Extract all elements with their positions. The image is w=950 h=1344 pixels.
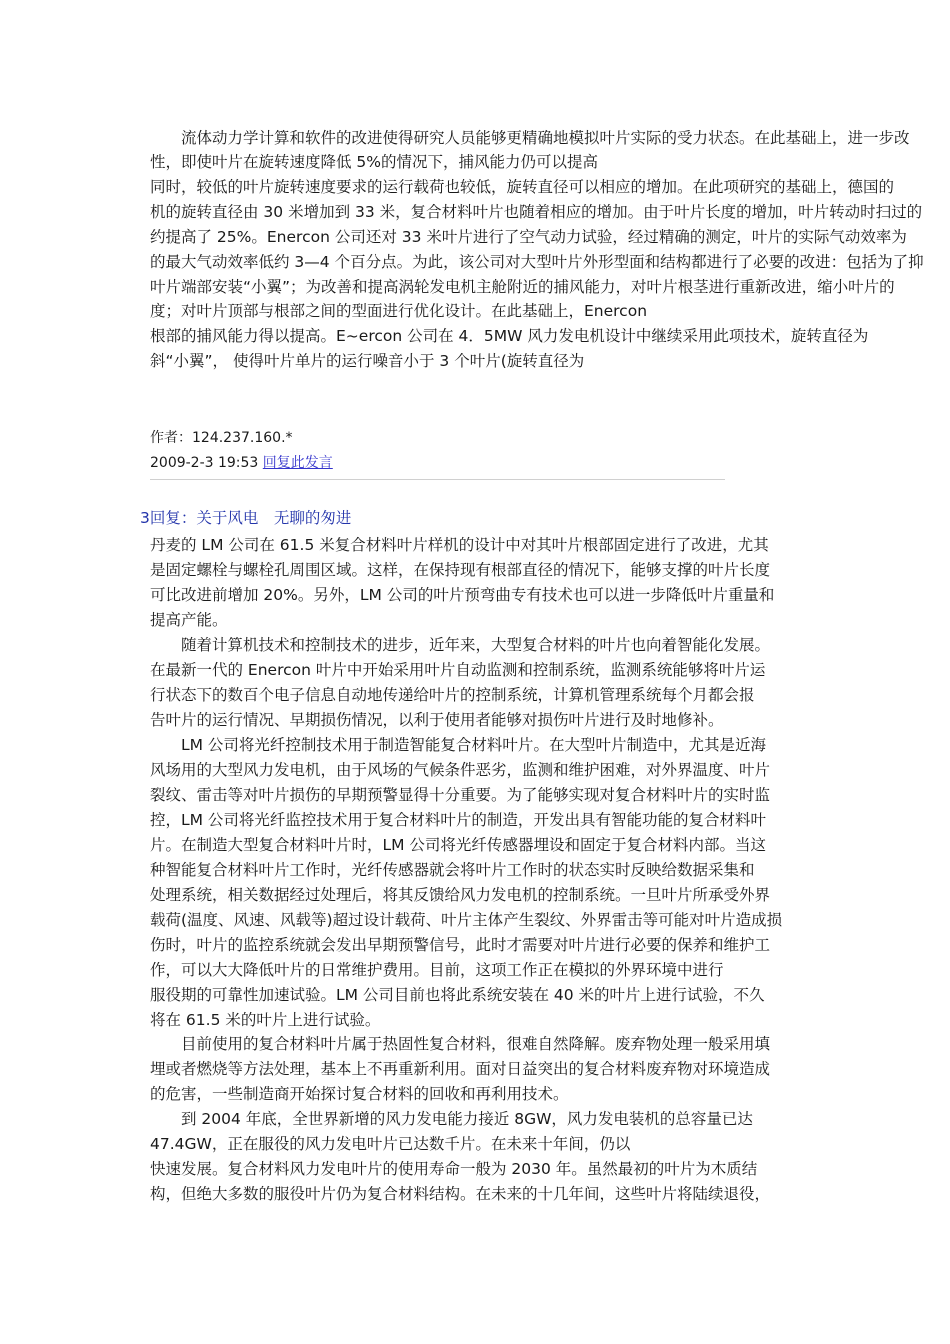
post-2-line: 行状态下的数百个电子信息自动地传递给叶片的控制系统，计算机管理系统每个月都会报 <box>150 686 755 704</box>
post-2-line: 裂纹、雷击等对叶片损伤的早期预警显得十分重要。为了能够实现对复合材料叶片的实时监 <box>150 786 771 804</box>
post-2-line: 伤时，叶片的监控系统就会发出早期预警信号，此时才需要对叶片进行必要的保养和维护工 <box>150 936 771 954</box>
reply-link[interactable]: 回复此发言 <box>262 455 333 471</box>
post-2-line: 构，但绝大多数的服役叶片仍为复合材料结构。在未来的十几年间，这些叶片将陆续退役， <box>150 1185 771 1203</box>
post-2-line: 在最新一代的 Enercon 叶片中开始采用叶片自动监测和控制系统，监测系统能够将叶片运 <box>150 661 766 679</box>
post-2-title: 3回复：关于风电 无聊的匆进 <box>140 509 352 527</box>
post-divider <box>150 479 725 480</box>
post-2-line: 告叶片的运行情况、早期损伤情况，以利于使用者能够对损伤叶片进行及时地修补。 <box>150 711 724 729</box>
post-2-line: 的危害，一些制造商开始探讨复合材料的回收和再利用技术。 <box>150 1085 569 1103</box>
post-1-line: 斜“小翼”， 使得叶片单片的运行噪音小于 3 个叶片(旋转直径为 <box>150 352 585 370</box>
post-1-line: 机的旋转直径由 30 米增加到 33 米，复合材料叶片也随着相应的增加。由于叶片长度的增加，叶片转动时扫过的 <box>150 203 923 221</box>
post-2-line: 目前使用的复合材料叶片属于热固性复合材料，很难自然降解。废弃物处理一般采用填 <box>150 1035 771 1053</box>
post-2-line: LM 公司将光纤控制技术用于制造智能复合材料叶片。在大型叶片制造中，尤其是近海 <box>150 736 766 754</box>
post-2-line: 随着计算机技术和控制技术的进步，近年来，大型复合材料的叶片也向着智能化发展。 <box>150 636 771 654</box>
post-1-line: 度；对叶片顶部与根部之间的型面进行优化设计。在此基础上，Enercon <box>150 302 648 320</box>
post-2-line: 是固定螺栓与螺栓孔周围区域。这样，在保持现有根部直径的情况下，能够支撑的叶片长度 <box>150 561 771 579</box>
post-1-line: 的最大气动效率低约 3—4 个百分点。为此，该公司对大型叶片外形型面和结构都进行了必要的改进：包括为了抑 <box>150 253 924 271</box>
post-2-line: 丹麦的 LM 公司在 61.5 米复合材料叶片样机的设计中对其叶片根部固定进行了改进，尤其 <box>150 536 769 554</box>
post-1-line: 性，即使叶片在旋转速度降低 5%的情况下，捕风能力仍可以提高 <box>150 153 599 171</box>
post-2-line: 片。在制造大型复合材料叶片时，LM 公司将光纤传感器埋设和固定于复合材料内部。当这 <box>150 836 766 854</box>
post-2-line: 作，可以大大降低叶片的日常维护费用。目前，这项工作正在模拟的外界环境中进行 <box>150 961 724 979</box>
post-2-line: 提高产能。 <box>150 611 228 629</box>
post-2-line: 处理系统，相关数据经过处理后，将其反馈给风力发电机的控制系统。一旦叶片所承受外界 <box>150 886 771 904</box>
post-datetime: 2009-2-3 19:53 <box>150 455 259 471</box>
post-2-line: 控，LM 公司将光纤监控技术用于复合材料叶片的制造，开发出具有智能功能的复合材料叶 <box>150 811 766 829</box>
post-2-line: 埋或者燃烧等方法处理，基本上不再重新利用。面对日益突出的复合材料废弃物对环境造成 <box>150 1060 771 1078</box>
post-2-line: 种智能复合材料叶片工作时，光纤传感器就会将叶片工作时的状态实时反映给数据采集和 <box>150 861 755 879</box>
post-2-line: 载荷(温度、风速、风载等)超过设计载荷、叶片主体产生裂纹、外界雷击等可能对叶片造成损 <box>150 911 783 929</box>
post-2-line: 47.4GW，正在服役的风力发电叶片已达数千片。在未来十年间，仍以 <box>150 1135 631 1153</box>
post-1-author-line <box>150 428 293 448</box>
post-2-line: 快速发展。复合材料风力发电叶片的使用寿命一般为 2030 年。虽然最初的叶片为木质结 <box>150 1160 758 1178</box>
post-2-line: 到 2004 年底，全世界新增的风力发电能力接近 8GW，风力发电装机的总容量已达 <box>150 1110 753 1128</box>
post-1-line: 根部的捕风能力得以提高。E~ercon 公司在 4．5MW 风力发电机设计中继续采用此项技术，旋转直径为 <box>150 327 869 345</box>
author-ip: 124.237.160.* <box>192 430 293 446</box>
post-2-line: 服役期的可靠性加速试验。LM 公司目前也将此系统安装在 40 米的叶片上进行试验，不久 <box>150 986 765 1004</box>
post-1-line: 约提高了 25%。Enercon 公司还对 33 米叶片进行了空气动力试验，经过精确的测定，叶片的实际气动效率为 <box>150 228 907 246</box>
post-1-line: 叶片端部安装“小翼”；为改善和提高涡轮发电机主舱附近的捕风能力，对叶片根茎进行重新改进，缩小叶片的 <box>150 278 895 296</box>
post-1-line: 同时，较低的叶片旋转速度要求的运行载荷也较低，旋转直径可以相应的增加。在此项研究的基础上，德国的 <box>150 178 895 196</box>
post-2-line: 将在 61.5 米的叶片上进行试验。 <box>150 1011 381 1029</box>
post-1-line: 流体动力学计算和软件的改进使得研究人员能够更精确地模拟叶片实际的受力状态。在此基础上，进一步改 <box>150 129 910 147</box>
post-2-line: 可比改进前增加 20%。另外，LM 公司的叶片预弯曲专有技术也可以进一步降低叶片重量和 <box>150 586 775 604</box>
post-2-line: 风场用的大型风力发电机，由于风场的气候条件恶劣，监测和维护困难，对外界温度、叶片 <box>150 761 771 779</box>
post-1-date-line <box>150 453 333 473</box>
author-label: 作者： <box>150 430 192 446</box>
